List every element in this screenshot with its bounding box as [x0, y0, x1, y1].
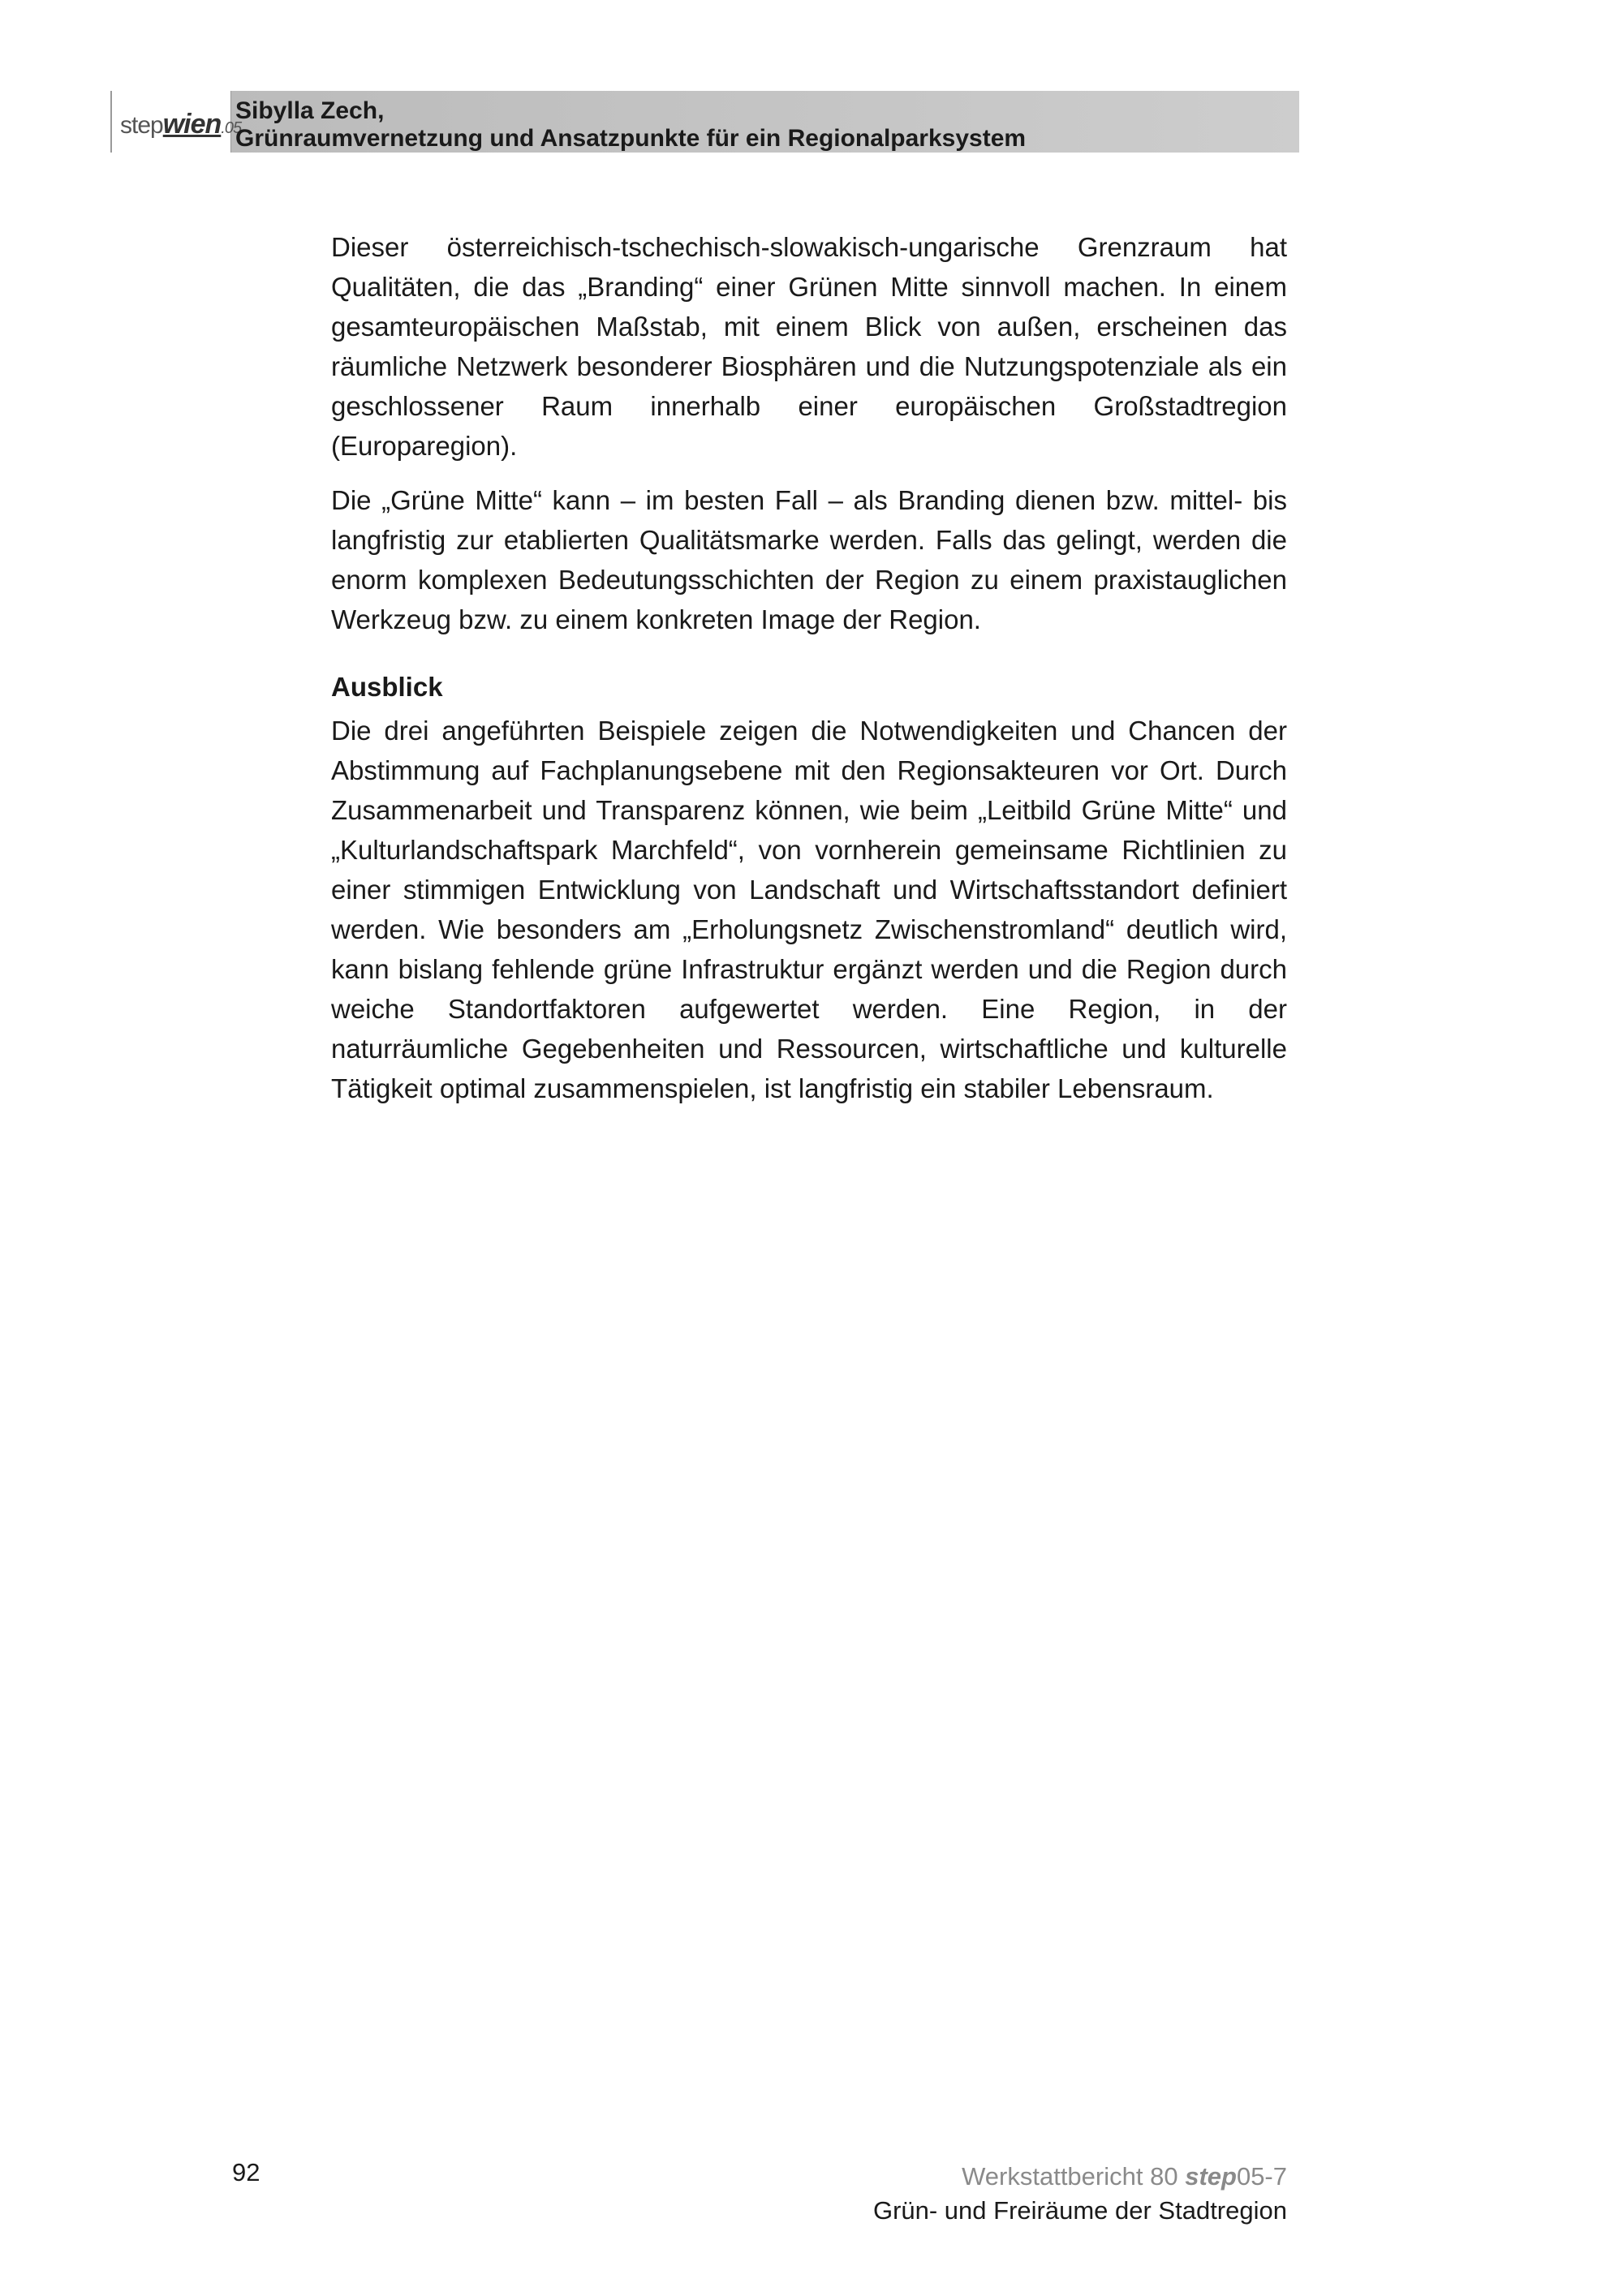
step-wien-logo [112, 91, 242, 153]
logo-wien-text: wien [162, 109, 222, 140]
header-title: Grünraumvernetzung und Ansatzpunkte für ein Regionalparksystem [235, 125, 1027, 152]
paragraph-1: Dieser österreichisch-tschechisch-slowakisch-ungarische Grenzraum hat Qualitäten, die das „Branding“ einer Grünen Mitte sinnvoll machen. In einem gesamteuropäischen Maßstab, mit einem Blick von außen, erscheinen das räumliche Netzwerk besonderer Biosphären und die Nutzungspotenziale als ein geschlossener Raum innerhalb einer europäischen Großstadtregion (Europaregion). [331, 232, 1287, 461]
section-heading-ausblick: Ausblick [331, 672, 443, 702]
header-author: Sibylla Zech, [235, 97, 385, 124]
logo-step-text: step [120, 112, 163, 139]
running-header [110, 91, 1299, 153]
page-number: 92 [232, 2158, 260, 2186]
footer-series-step: step [1185, 2162, 1237, 2191]
main-text [331, 227, 1287, 1123]
logo-wordmark [120, 109, 241, 140]
footer-series-line [873, 2160, 1287, 2194]
paragraph-2: Die „Grüne Mitte“ kann – im besten Fall – als Branding dienen bzw. mittel- bis langfristig zur etablierten Qualitätsmarke werden. Falls das gelingt, werden die enorm komplexen Bedeutungsschichten der Region zu einem praxistauglichen Werkzeug bzw. zu einem konkreten Image der Region. [331, 485, 1287, 634]
logo-number-text: .05 [221, 119, 242, 137]
footer-series-prefix: Werkstattbericht 80 [962, 2162, 1186, 2191]
paragraph-ausblick: Die drei angeführten Beispiele zeigen die Notwendigkeiten und Chancen der Abstimmung auf Fachplanungsebene mit den Regionsakteuren vor Ort. Durch Zusammenarbeit und Transparenz können, wie beim „Leitbild Grüne Mitte“ und „Kulturlandschaftspark Marchfeld“, von vornherein gemeinsame Richtlinien zu einer stimmigen Entwicklung von Landschaft und Wirtschaftsstandort definiert werden. Wie besonders am „Erholungsnetz Zwischenstromland“ deutlich wird, kann bislang fehlende grüne Infrastruktur ergänzt werden und die Region durch weiche Standortfaktoren aufgewertet werden. Eine Region, in der naturräumliche Gegebenheiten und Ressourcen, wirtschaftliche und kulturelle Tätigkeit optimal zusammenspielen, ist langfristig ein stabiler Lebensraum. [331, 716, 1287, 1103]
footer-publication [873, 2160, 1287, 2228]
footer-subtitle: Grün- und Freiräume der Stadtregion [872, 2196, 1287, 2225]
footer-series-suffix: 05-7 [1236, 2162, 1287, 2191]
